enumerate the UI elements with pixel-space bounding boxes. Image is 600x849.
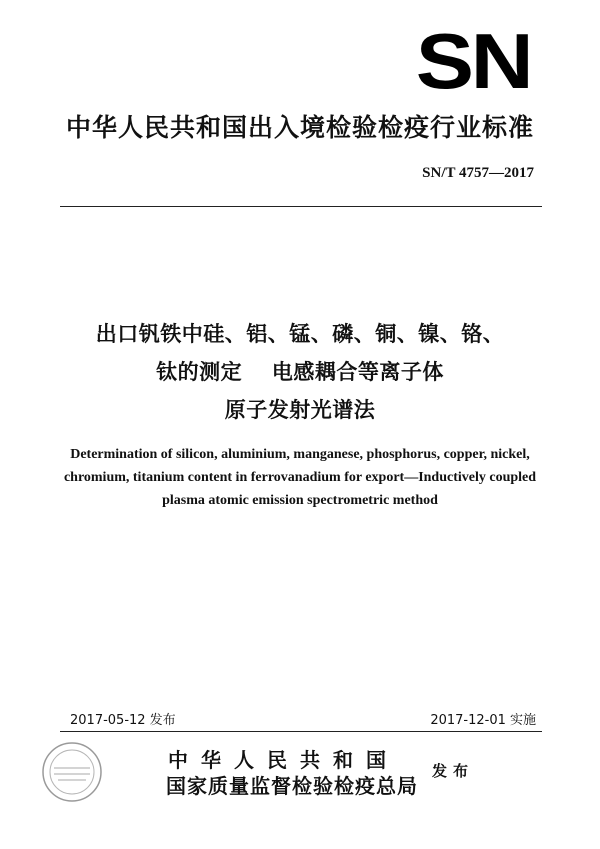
chinese-title-line-2: 钛的测定 电感耦合等离子体 [156,360,444,384]
top-divider [60,206,542,207]
standard-organization: 中华人民共和国出入境检验检疫行业标准 [65,113,534,142]
issuer-country: 中华人民共和国 [168,748,399,772]
english-title-line-3: plasma atomic emission spectrometric method [162,493,438,508]
chinese-title-line-1: 出口钒铁中硅、铝、锰、磷、铜、镍、铬、 [95,322,505,346]
implementation-date: 2017-12-01 实施 [430,713,536,728]
sn-logo: SN [415,17,530,105]
standard-code: SN/T 4757—2017 [422,165,534,181]
english-title-line-1: Determination of silicon, aluminium, manganese, phosphorus, copper, nickel, [70,447,530,462]
issue-date: 2017-05-12 发布 [70,713,176,728]
issuer-agency: 国家质量监督检验检疫总局 [166,774,418,798]
chinese-title-line-3: 原子发射光谱法 [224,398,376,422]
english-title-line-2: chromium, titanium content in ferrovanadium for export—Inductively coupled [63,470,537,485]
issue-label: 发布 [432,762,475,780]
watermark-seal-icon [40,740,104,804]
bottom-divider [60,731,542,732]
